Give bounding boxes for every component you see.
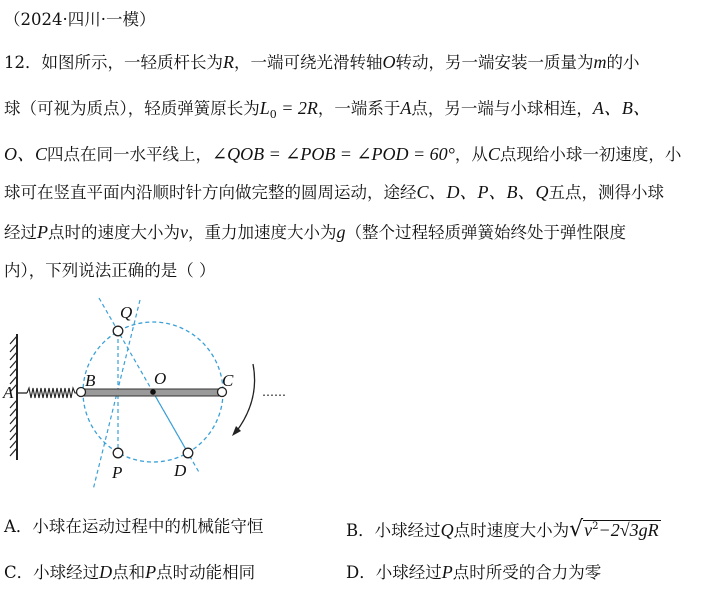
sqrt-expression: $√v^2-2√3gR$: [569, 517, 659, 542]
question-line-2: 球（可视为质点），轻质弹簧原长为$L_0 = 2R$，一端系于A点，另一端与小球相连，A、B、: [4, 98, 651, 121]
label-a: A: [3, 383, 14, 402]
point-q: [113, 326, 123, 336]
physics-figure: [0, 292, 320, 498]
question-line-4: 球可在竖直平面内沿顺时针方向做完整的圆周运动，途经C、D、P、B、Q五点，测得小球: [4, 182, 664, 202]
question-line-6: 内），下列说法正确的是（ ）: [4, 261, 216, 280]
spring: [27, 388, 80, 398]
question-line-1: 12．如图所示，一轻质杆长为R，一端可绕光滑转轴O转动，另一端安装一质量为m的小: [4, 52, 640, 72]
label-d: D: [174, 461, 187, 480]
label-o: O: [154, 369, 167, 388]
label-c: C: [222, 371, 234, 390]
point-p: [113, 448, 123, 458]
question-number: 12．: [4, 53, 42, 72]
continuation-dots: ……: [262, 385, 286, 399]
label-q: Q: [120, 303, 133, 322]
angle-relation: ∠QOB = ∠POB = ∠POD = 60°: [212, 144, 455, 164]
clockwise-arrow: [236, 364, 255, 432]
option-d[interactable]: D．小球经过P点时所受的合力为零: [346, 562, 602, 582]
pivot-o: [150, 389, 156, 395]
option-c[interactable]: C．小球经过D点和P点时动能相同: [4, 562, 256, 582]
point-d: [183, 448, 193, 458]
source-tag: （2024·四川·一模）: [4, 10, 156, 29]
label-p: P: [112, 463, 123, 482]
question-line-5: 经过P点时的速度大小为v，重力加速度大小为g（整个过程轻质弹簧始终处于弹性限度: [4, 222, 626, 242]
option-a[interactable]: A．小球在运动过程中的机械能守恒: [4, 517, 264, 536]
question-line-3: O、C四点在同一水平线上，∠QOB = ∠POB = ∠POD = 60°，从C点现给小球一初速度，小: [4, 144, 682, 164]
label-b: B: [85, 371, 96, 390]
option-b[interactable]: B．小球经过Q点时速度大小为$√v^2-2√3gR$: [346, 517, 659, 542]
